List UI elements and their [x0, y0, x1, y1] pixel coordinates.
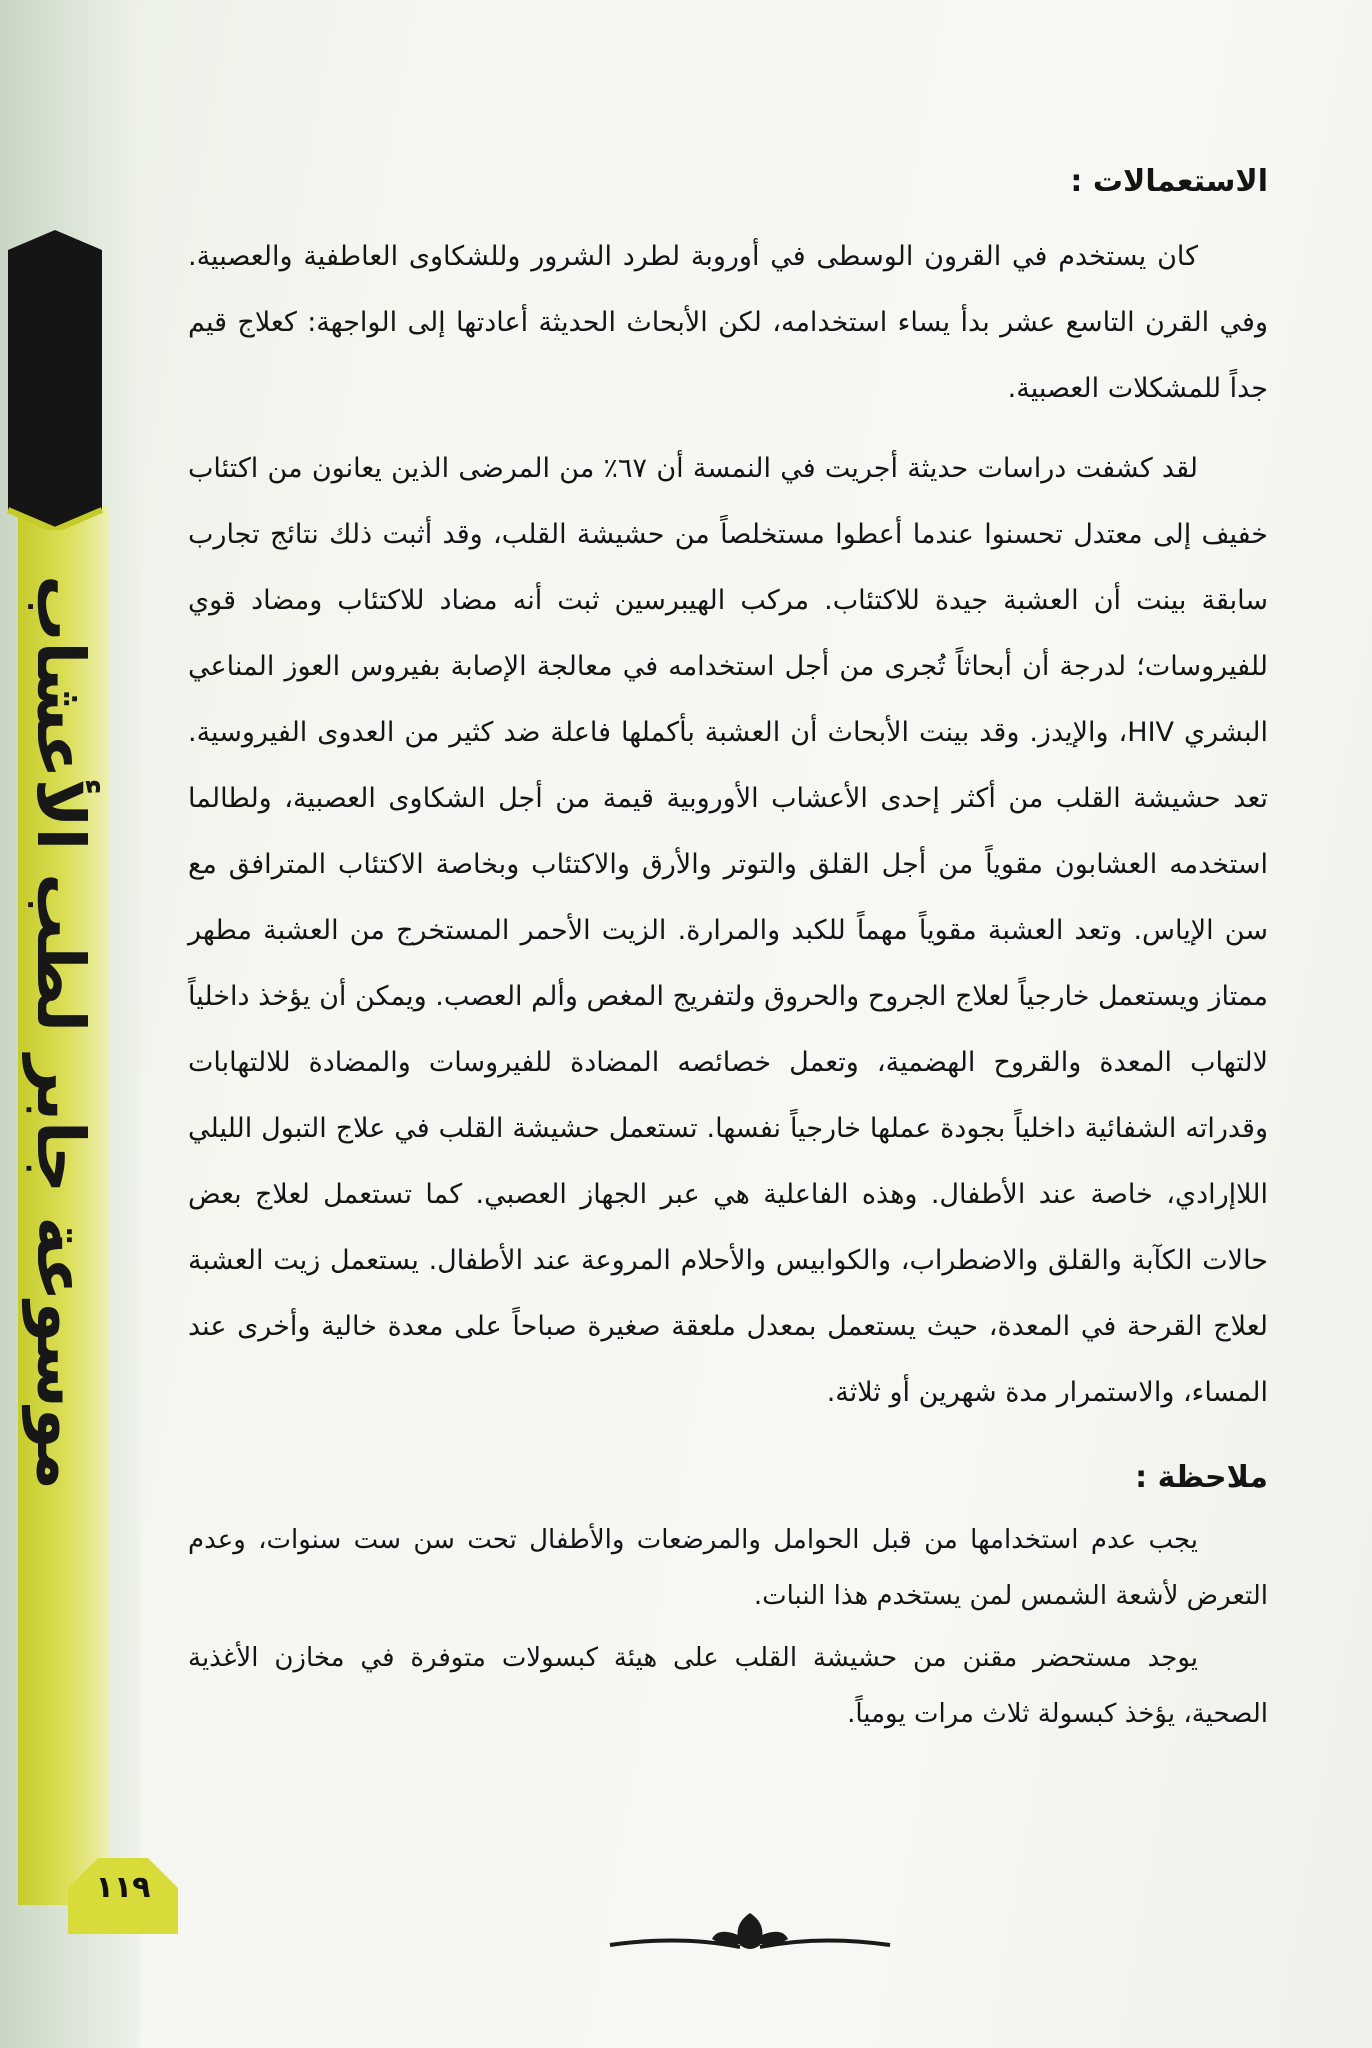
uses-heading: الاستعمالات : — [1070, 164, 1268, 199]
sidebar-hexagon-ornament — [0, 230, 110, 530]
uses-paragraph-2: لقد كشفت دراسات حديثة أجريت في النمسة أن ٦٧٪ من المرضى الذين يعانون من اكتئاب خفيف إلى معتدل تحسنوا عندما أعطوا مستخلصاً من حشيشة القلب، وقد أثبت ذلك نتائج تجارب سابقة بينت أن العشبة جيدة للاكتئاب. مركب الهيبرسين ثبت أنه مضاد للاكتئاب ومضاد قوي للفيروسات؛ لدرجة أن أبحاثاً تُجرى من أجل استخدامه في معالجة الإصابة بفيروس العوز المناعي البشري HIV، والإيدز. وقد بينت الأبحاث أن العشبة بأكملها فاعلة ضد كثير من العدوى الفيروسية. تعد حشيشة القلب من أكثر إحدى الأعشاب الأوروبية قيمة من أجل الشكاوى العصبية، ولطالما استخدمه العشابون مقوياً من أجل القلق والتوتر والأرق والاكتئاب وبخاصة الاكتئاب المترافق مع سن الإياس. وتعد العشبة مقوياً مهماً للكبد والمرارة. الزيت الأحمر المستخرج من العشبة مطهر ممتاز ويستعمل خارجياً لعلاج الجروح والحروق ولتفريج المغص وألم العصب. ويمكن أن يؤخذ داخلياً لالتهاب المعدة والقروح الهضمية، وتعمل خصائصه المضادة للفيروسات والمضادة للالتهابات وقدراته الشفائية داخلياً بجودة عملها خارجياً نفسها. تستعمل حشيشة القلب في علاج التبول الليلي اللاإرادي، خاصة عند الأطفال. وهذه الفاعلية هي عبر الجهاز العصبي. كما تستعمل لعلاج بعض حالات الكآبة والقلق والاضطراب، والكوابيس والأحلام المروعة عند الأطفال. يستعمل زيت العشبة لعلاج القرحة في المعدة، حيث يستعمل بمعدل ملعقة صغيرة صباحاً على معدة خالية وأخرى عند المساء، والاستمرار مدة شهرين أو ثلاثة. — [188, 453, 1268, 1408]
note-paragraph-1: يجب عدم استخدامها من قبل الحوامل والمرضعات والأطفال تحت سن ست سنوات، وعدم التعرض لأشعة الشمس لمن يستخدم هذا النبات. — [188, 1525, 1268, 1611]
page-number: ١١٩ — [95, 1870, 151, 1905]
uses-paragraph-1: كان يستخدم في القرون الوسطى في أوروبة لطرد الشرور وللشكاوى العاطفية والعصبية. وفي القرن التاسع عشر بدأ يساء استخدامه، لكن الأبحاث الحديثة أعادتها إلى الواجهة: كعلاج قيم جداً للمشكلات العصبية. — [188, 241, 1268, 404]
book-title-vertical: موسوعة جابر لطب الأعشاب — [22, 575, 99, 1490]
note-paragraph-2: يوجد مستحضر مقنن من حشيشة القلب على هيئة كبسولات متوفرة في مخازن الأغذية الصحية، يؤخذ كبسولة ثلاث مرات يومياً. — [188, 1643, 1268, 1729]
page-number-badge — [68, 1858, 178, 1934]
note-heading: ملاحظة : — [1135, 1460, 1268, 1495]
leaf-ornament-divider — [600, 1905, 900, 1965]
main-text — [188, 160, 1268, 1748]
